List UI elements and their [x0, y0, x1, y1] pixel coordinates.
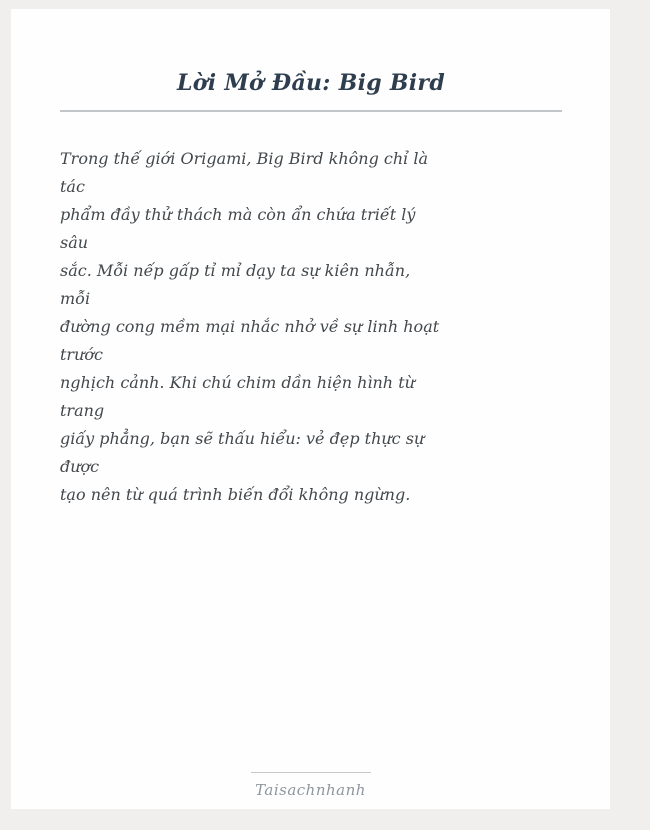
footer-brand: Taisachnhanh: [255, 781, 366, 799]
body-text-line: Trong thế giới Origami, Big Bird không chỉ là: [60, 149, 429, 168]
body-text-line: được: [60, 457, 100, 476]
body-text-line: đường cong mềm mại nhắc nhở về sự linh hoạt: [60, 317, 440, 336]
title-divider: [60, 110, 562, 112]
page-footer: [11, 772, 610, 801]
body-text-line: tác: [60, 177, 85, 196]
footer-divider: [251, 772, 371, 773]
body-paragraph: [60, 145, 562, 509]
body-text-line: mỗi: [60, 289, 91, 308]
body-text-line: trước: [60, 345, 103, 364]
body-text-line: nghịch cảnh. Khi chú chim dần hiện hình từ: [60, 373, 415, 392]
body-text-line: phẩm đầy thử thách mà còn ẩn chứa triết lý: [60, 205, 416, 224]
page-title: Lời Mở Đầu: Big Bird: [176, 70, 446, 96]
body-text-line: tạo nên từ quá trình biến đổi không ngừng.: [60, 485, 411, 504]
body-text-line: sâu: [60, 233, 89, 252]
body-text-line: giấy phẳng, bạn sẽ thấu hiểu: vẻ đẹp thực sự: [60, 429, 425, 448]
document-page: [11, 9, 610, 809]
body-text-line: sắc. Mỗi nếp gấp tỉ mỉ dạy ta sự kiên nhẫn,: [60, 261, 411, 280]
body-text-line: trang: [60, 401, 105, 420]
page-content: [11, 9, 610, 509]
